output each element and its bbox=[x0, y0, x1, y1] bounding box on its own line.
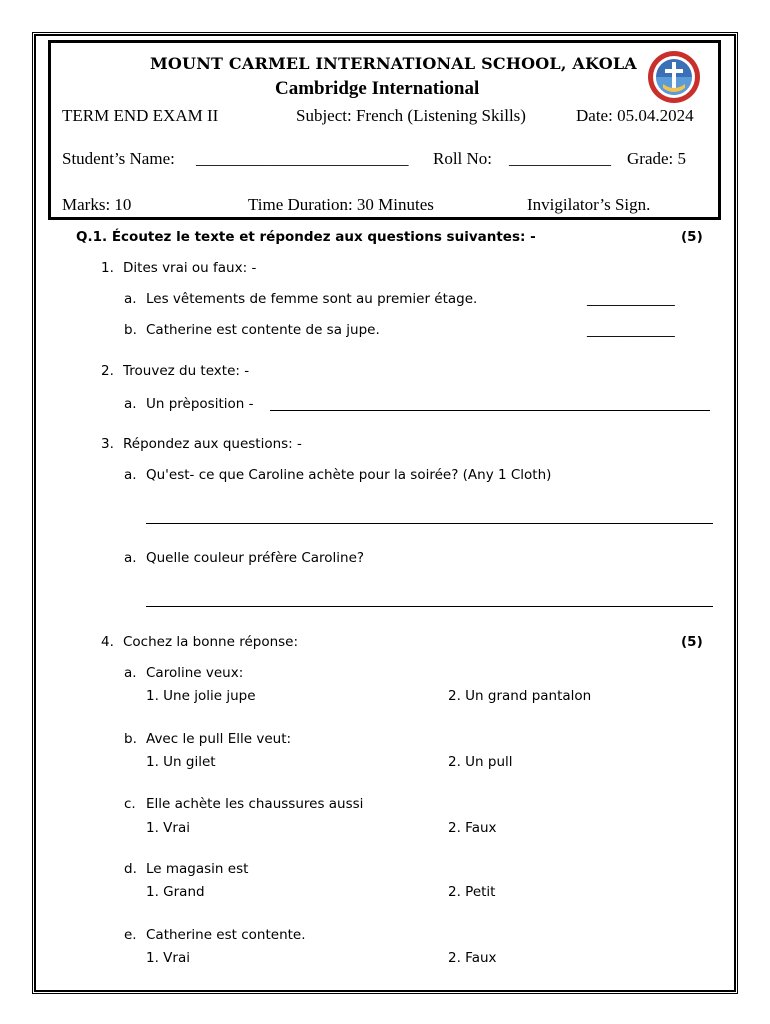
option-1[interactable]: 1. Grand bbox=[146, 884, 205, 900]
option-2[interactable]: 2. Un pull bbox=[448, 754, 513, 770]
option-1[interactable]: 1. Vrai bbox=[146, 820, 190, 836]
student-name-label: Student’s Name: bbox=[62, 149, 175, 168]
item-letter: b. bbox=[124, 731, 137, 747]
section-label: Dites vrai ou faux: - bbox=[123, 260, 257, 276]
board-name: Cambridge International bbox=[275, 78, 480, 99]
item-letter: a. bbox=[124, 550, 137, 566]
marks: Marks: 10 bbox=[62, 195, 132, 214]
question-title: Q.1. Écoutez le texte et répondez aux questions suivantes: - bbox=[76, 229, 536, 245]
subject: Subject: French (Listening Skills) bbox=[296, 106, 526, 125]
item-letter: c. bbox=[124, 796, 136, 812]
grade: Grade: 5 bbox=[627, 149, 687, 168]
item-text: Catherine est contente de sa jupe. bbox=[146, 322, 380, 338]
item-text: Caroline veux: bbox=[146, 665, 244, 681]
section-label: Trouvez du texte: - bbox=[123, 363, 250, 379]
answer-blank[interactable]: _____________ bbox=[587, 322, 675, 338]
option-2[interactable]: 2. Faux bbox=[448, 820, 497, 836]
exam-date: Date: 05.04.2024 bbox=[576, 106, 694, 125]
item-text: Un prèposition - bbox=[146, 396, 254, 412]
section-number: 4. bbox=[101, 634, 114, 650]
option-1[interactable]: 1. Une jolie jupe bbox=[146, 688, 256, 704]
item-text: Qu'est- ce que Caroline achète pour la soirée? (Any 1 Cloth) bbox=[146, 467, 552, 483]
option-2[interactable]: 2. Petit bbox=[448, 884, 496, 900]
answer-line[interactable] bbox=[146, 523, 713, 524]
student-name-field[interactable]: _________________________ bbox=[196, 149, 409, 168]
item-letter: b. bbox=[124, 322, 137, 338]
school-logo-icon bbox=[647, 50, 701, 104]
time-duration: Time Duration: 30 Minutes bbox=[248, 195, 434, 214]
item-letter: a. bbox=[124, 665, 137, 681]
section-number: 3. bbox=[101, 436, 114, 452]
option-2[interactable]: 2. Faux bbox=[448, 950, 497, 966]
section-label: Cochez la bonne réponse: bbox=[123, 634, 299, 650]
item-letter: e. bbox=[124, 927, 137, 943]
answer-line[interactable] bbox=[146, 606, 713, 607]
answer-blank[interactable]: _____________ bbox=[587, 291, 675, 307]
item-text: Le magasin est bbox=[146, 861, 249, 877]
option-1[interactable]: 1. Un gilet bbox=[146, 754, 216, 770]
exam-title: TERM END EXAM II bbox=[62, 106, 219, 125]
section-number: 1. bbox=[101, 260, 114, 276]
item-letter: a. bbox=[124, 467, 137, 483]
school-name: MOUNT CARMEL INTERNATIONAL SCHOOL, AKOLA bbox=[150, 54, 637, 73]
section-label: Répondez aux questions: - bbox=[123, 436, 302, 452]
item-text: Elle achète les chaussures aussi bbox=[146, 796, 364, 812]
option-2[interactable]: 2. Un grand pantalon bbox=[448, 688, 592, 704]
item-text: Quelle couleur préfère Caroline? bbox=[146, 550, 365, 566]
invigilator-sign: Invigilator’s Sign. bbox=[527, 195, 651, 214]
section-number: 2. bbox=[101, 363, 114, 379]
roll-no-field[interactable]: ____________ bbox=[509, 149, 611, 168]
question-marks: (5) bbox=[681, 229, 703, 245]
item-letter: a. bbox=[124, 396, 137, 412]
option-1[interactable]: 1. Vrai bbox=[146, 950, 190, 966]
roll-no-label: Roll No: bbox=[433, 149, 493, 168]
item-text: Catherine est contente. bbox=[146, 927, 306, 943]
item-text: Avec le pull Elle veut: bbox=[146, 731, 292, 747]
item-letter: d. bbox=[124, 861, 137, 877]
answer-line[interactable] bbox=[270, 410, 710, 411]
item-letter: a. bbox=[124, 291, 137, 307]
item-text: Les vêtements de femme sont au premier étage. bbox=[146, 291, 478, 307]
section-marks: (5) bbox=[681, 634, 703, 650]
